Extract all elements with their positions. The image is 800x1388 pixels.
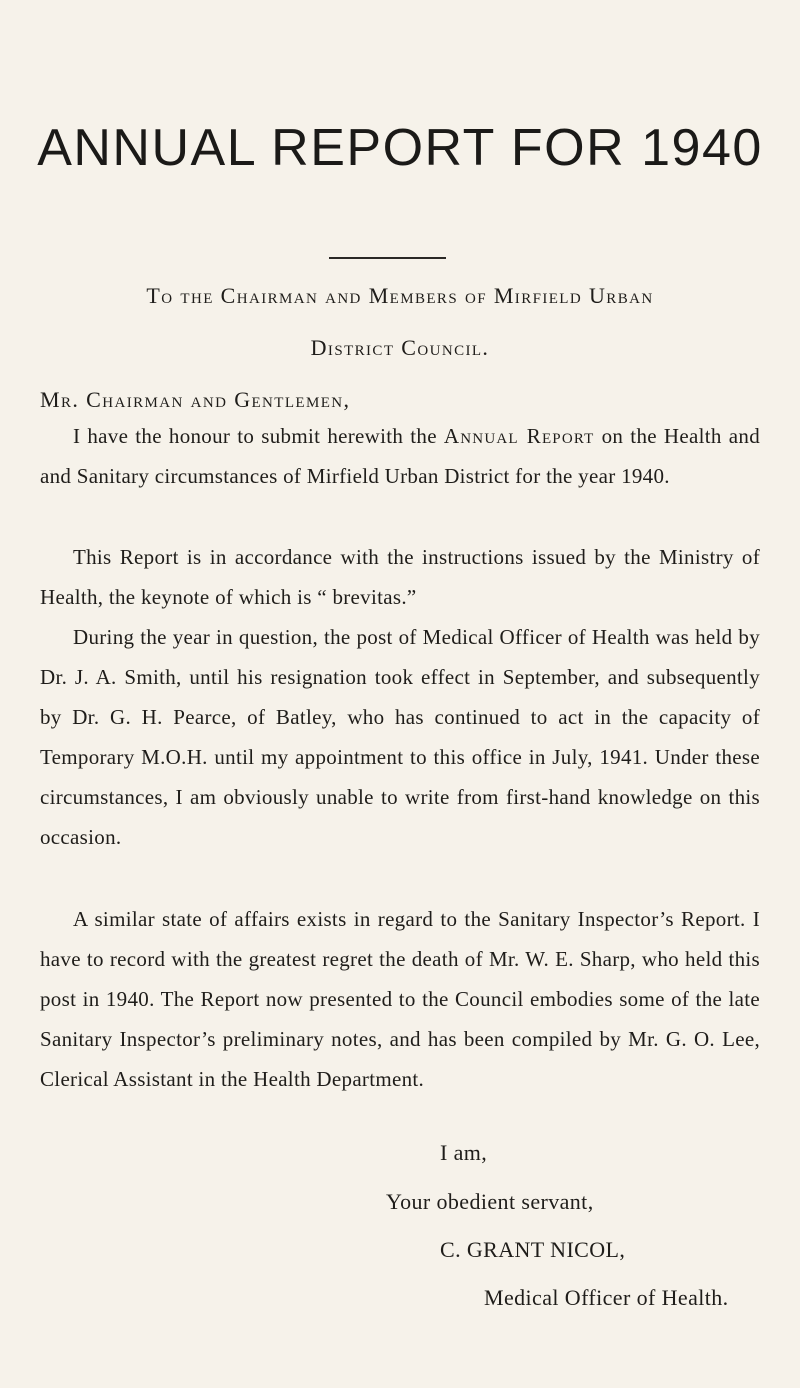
paragraph-1-emphasis: Annual Report	[443, 424, 595, 448]
paragraph-1	[40, 416, 760, 496]
closing-line-2: Your obedient servant,	[386, 1189, 594, 1214]
paragraph-2: This Report is in accordance with the instructions issued by the Ministry of Health, the keynote of which is “ brevitas.”	[40, 545, 760, 609]
address-line-1: To the Chairman and Members of Mirfield Urban	[146, 283, 654, 308]
paragraph-4: A similar state of affairs exists in regard to the Sanitary Inspector’s Report. I have to record with the greatest regret the death of Mr. W. E. Sharp, who held this post in 1940. The Report now presented to the Council embodies some of the late Sanitary Inspector’s preliminary notes, and has been compiled by Mr. G. O. Lee, Clerical Assistant in the Health Department.	[40, 907, 760, 1091]
paragraph-1-text-before: I have the honour to submit herewith the	[73, 424, 444, 448]
signature-name: C. GRANT NICOL,	[440, 1237, 626, 1262]
signature-position: Medical Officer of Health.	[484, 1285, 729, 1310]
closing-line-1: I am,	[440, 1140, 488, 1165]
salutation: Mr. Chairman and Gentlemen,	[40, 387, 351, 412]
report-title: ANNUAL REPORT FOR 1940	[37, 119, 763, 177]
address-line-2: District Council.	[310, 335, 490, 360]
paragraph-1-text-after: on the Health and and Sanitary circumstances of Mirfield Urban District for the year 1940.	[40, 424, 761, 488]
title-divider	[329, 257, 446, 259]
paragraph-3: During the year in question, the post of Medical Officer of Health was held by Dr. J. A. Smith, until his resignation took effect in September, and subsequently by Dr. G. H. Pearce, of Batley, who has continued to act in the capacity of Temporary M.O.H. until my appointment to this office in July, 1941. Under these circumstances, I am obviously unable to write from first-hand knowledge on this occasion.	[40, 625, 760, 849]
